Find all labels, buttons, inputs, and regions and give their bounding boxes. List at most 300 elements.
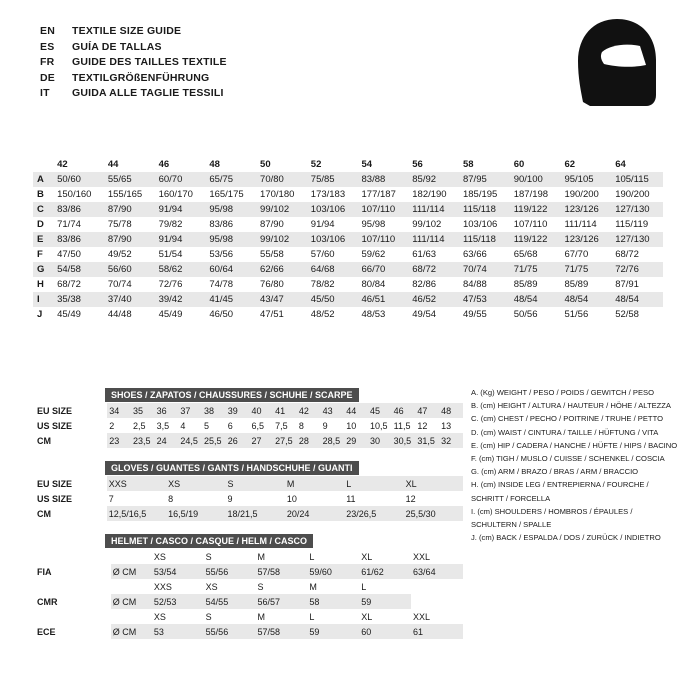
size-value-cell: 6,5 (251, 420, 264, 431)
measurement-cell: 72/76 (158, 279, 183, 290)
measurement-cell: 54/58 (54, 262, 105, 277)
corner-cell (33, 157, 54, 172)
size-value-cell: 12 (405, 493, 416, 504)
size-band-l: L (406, 144, 412, 155)
helmet-standard-label: CMR (33, 594, 111, 609)
measurement-cell: 71/75 (511, 262, 562, 277)
helmet-value-cell: 57/58 (256, 564, 308, 579)
helmet-size-header-cell: L (361, 581, 367, 592)
measurement-cell: 85/89 (564, 279, 589, 290)
measurements-table (33, 142, 667, 322)
measurement-cell: 111/114 (409, 202, 460, 217)
measurement-cell: 87/91 (615, 279, 639, 290)
size-value-cell: 12 (417, 420, 428, 431)
measurement-cell: 57/60 (310, 249, 335, 260)
helmet-value-cell: 52/53 (152, 594, 204, 609)
row-label: EU SIZE (33, 476, 107, 491)
language-code: FR (40, 56, 55, 68)
measurement-cell: 55/58 (260, 249, 284, 260)
helmet-size-header-cell: S (205, 611, 212, 622)
measurement-cell: 46/51 (359, 292, 410, 307)
measurement-cell: 43/47 (257, 292, 308, 307)
measurement-cell: 52/58 (615, 309, 639, 320)
measurement-cell: 185/195 (462, 189, 498, 200)
measurement-cell: 70/80 (257, 172, 308, 187)
table-row (33, 172, 667, 187)
helmet-icon (572, 16, 662, 111)
size-header-cell: 52 (310, 159, 322, 170)
row-label: H (37, 279, 44, 290)
measurement-cell: 85/92 (409, 172, 460, 187)
helmet-value-cell: 54/55 (204, 594, 256, 609)
size-header-cell: 44 (107, 159, 119, 170)
measurement-cell: 37/40 (105, 292, 156, 307)
language-code: ES (40, 40, 55, 53)
legend-line: I. (cm) SHOULDERS / HOMBROS / ÉPAULES / (471, 506, 633, 516)
language-row (40, 71, 227, 87)
size-value-cell: XS (166, 476, 225, 491)
size-value-cell: 25,5/30 (404, 506, 463, 521)
measurement-cell: 127/130 (612, 232, 663, 247)
helmet-size-header-row (33, 579, 463, 594)
table-row (33, 307, 667, 322)
measurement-cell: 160/170 (158, 189, 193, 200)
measurement-cell: 150/160 (57, 189, 92, 200)
size-value-cell: 27 (249, 433, 273, 448)
measurement-cell: 190/200 (564, 189, 599, 200)
size-value-cell: 48 (439, 403, 463, 418)
size-number-header (33, 157, 667, 172)
size-value-cell: 20/24 (285, 506, 344, 521)
row-label (33, 609, 111, 624)
language-row (40, 86, 227, 102)
language-row (40, 24, 227, 40)
measurement-cell: 177/187 (361, 189, 396, 200)
helmet-size-header-cell: XXL (413, 611, 431, 622)
measurement-cell: 61/63 (412, 249, 437, 260)
language-title: TEXTILGRÖßENFÜHRUNG (72, 71, 210, 84)
table-row (33, 418, 463, 433)
measurement-cell: 64/68 (308, 262, 359, 277)
helmet-size-header-cell: M (257, 611, 266, 622)
legend-line: H. (cm) INSIDE LEG / ENTREPIERNA / FOURCHE / (471, 480, 649, 490)
helmet-value-cell: 63/64 (411, 564, 463, 579)
measurement-cell: 107/110 (359, 232, 410, 247)
table-row (33, 217, 667, 232)
measurement-cell: 115/118 (460, 202, 511, 217)
measurement-cell: 53/56 (209, 249, 234, 260)
measurement-cell: 123/126 (561, 202, 612, 217)
size-value-cell: 40 (249, 403, 273, 418)
table-row (33, 594, 463, 609)
language-code: IT (40, 87, 50, 99)
helmet-size-header-cell: XS (153, 551, 166, 562)
measurement-cell: 56/60 (105, 262, 156, 277)
helmet-value-cell: 61/62 (359, 564, 411, 579)
size-value-cell: 7 (108, 493, 114, 504)
language-title: GUIDA ALLE TAGLIE TESSILI (72, 87, 224, 99)
measurement-cell: 50/60 (54, 172, 105, 187)
measurement-cell: 115/118 (460, 232, 511, 247)
size-value-cell: 23,5 (131, 433, 155, 448)
helmet-value-cell: 56/57 (256, 594, 308, 609)
measurement-cell: 91/94 (310, 219, 335, 230)
row-label: EU SIZE (33, 403, 107, 418)
size-value-cell: 9 (227, 493, 233, 504)
measurement-cell: 35/38 (54, 292, 105, 307)
measurement-cell: 58/62 (156, 262, 207, 277)
size-value-cell: 43 (321, 403, 345, 418)
legend-line: SCHRITT / FORCELLA (471, 493, 551, 503)
measurement-cell: 82/86 (412, 279, 437, 290)
size-value-cell: 28 (297, 433, 321, 448)
size-value-cell: 9 (322, 420, 328, 431)
helmet-size-header-cell: S (205, 551, 212, 562)
measurement-cell: 49/52 (107, 249, 132, 260)
measurement-cell: 99/102 (412, 219, 442, 230)
size-value-cell: 11 (346, 493, 356, 504)
row-label: J (37, 309, 43, 320)
size-value-cell: 2 (109, 420, 115, 431)
measurement-cell: 91/94 (156, 202, 207, 217)
helmet-size-header-cell: L (309, 611, 315, 622)
measurement-cell: 87/90 (105, 202, 156, 217)
row-label: I (33, 292, 54, 307)
measurement-cell: 51/54 (158, 249, 183, 260)
measurement-cell: 45/50 (308, 292, 359, 307)
band-spacer (663, 142, 667, 157)
measurement-cell: 119/122 (511, 202, 562, 217)
measurement-cell: 41/45 (206, 292, 257, 307)
measurement-cell: 45/49 (57, 309, 81, 320)
size-value-cell: 26 (226, 433, 250, 448)
size-value-cell: 8 (298, 420, 304, 431)
size-value-cell: 11,5 (393, 420, 411, 431)
language-title: GUIDE DES TAILLES TEXTILE (72, 56, 227, 68)
measurement-cell: 47/51 (260, 309, 284, 320)
measurement-cell: 60/70 (156, 172, 207, 187)
size-band-m: M (303, 144, 312, 155)
size-value-cell: 23 (107, 433, 131, 448)
product-tables (33, 385, 463, 639)
language-title: GUÍA DE TALLAS (72, 40, 162, 53)
helmet-value-cell: 58 (307, 594, 359, 609)
legend-line: C. (cm) CHEST / PECHO / POITRINE / TRUHE / PETTO (471, 414, 663, 424)
row-label: E (33, 232, 54, 247)
helmet-size-header-cell: M (257, 551, 266, 562)
measurement-cell: 70/74 (107, 279, 132, 290)
size-band-row (33, 142, 667, 157)
size-value-cell: 46 (392, 403, 416, 418)
helmet-value-cell: 53/54 (152, 564, 204, 579)
measurement-cell: 66/70 (359, 262, 410, 277)
measurement-cell: 95/105 (561, 172, 612, 187)
measurement-cell: 46/52 (409, 292, 460, 307)
measurement-cell: 48/54 (561, 292, 612, 307)
size-value-cell: 39 (226, 403, 250, 418)
measurement-cell: 39/42 (156, 292, 207, 307)
size-header-cell: 42 (57, 159, 68, 170)
measurement-cell: 50/56 (513, 309, 538, 320)
measurement-cell: 182/190 (412, 189, 447, 200)
helmet-value-cell: 55/56 (204, 624, 256, 639)
row-label (33, 549, 111, 564)
helmet-size-header-cell: XXS (153, 581, 172, 592)
size-value-cell: 5 (204, 420, 210, 431)
measurement-cell: 45/49 (158, 309, 183, 320)
measurement-cell: 63/66 (462, 249, 487, 260)
legend-line: G. (cm) ARM / BRAZO / BRAS / ARM / BRACCIO (471, 467, 639, 477)
measurement-cell: 46/50 (209, 309, 234, 320)
size-value-cell: 47 (415, 403, 439, 418)
size-value-cell: 13 (441, 420, 452, 431)
measurement-cell: 119/122 (511, 232, 562, 247)
helmet-size-header-row (33, 549, 463, 564)
measurement-cell: 72/76 (612, 262, 663, 277)
helmet-unit-cell: Ø CM (111, 594, 152, 609)
band-spacer (33, 142, 54, 157)
helmet-value-cell: 61 (411, 624, 463, 639)
language-titles (40, 24, 227, 102)
size-header-cell: 60 (513, 159, 525, 170)
size-header-cell: 64 (615, 159, 626, 170)
legend-line: D. (cm) WAIST / CINTURA / TAILLE / HÜFTUNG / VITA (471, 427, 659, 437)
legend-line: F. (cm) TIGH / MUSLO / CUISSE / SCHENKEL / COSCIA (471, 454, 665, 464)
row-label: A (33, 172, 54, 187)
size-value-cell: XXS (107, 476, 166, 491)
helmet-title: HELMET / CASCO / CASQUE / HELM / CASCO (105, 534, 313, 548)
table-row (33, 232, 667, 247)
unit-spacer (111, 609, 152, 624)
helmet-table (33, 549, 463, 639)
size-value-cell: 7,5 (275, 420, 288, 431)
size-value-cell: 28,5 (321, 433, 345, 448)
size-value-cell: 24 (155, 433, 179, 448)
band-spacer (105, 142, 156, 157)
size-value-cell: 30,5 (392, 433, 416, 448)
measurement-cell: 91/94 (156, 232, 207, 247)
size-value-cell: 31,5 (415, 433, 439, 448)
helmet-value-cell: 60 (359, 624, 411, 639)
lower-section (33, 385, 678, 639)
row-label: US SIZE (33, 418, 107, 433)
size-value-cell: 10 (286, 493, 297, 504)
helmet-value-cell: 53 (152, 624, 204, 639)
shoes-section-header (33, 385, 463, 403)
measurement-cell: 48/53 (361, 309, 386, 320)
gloves-table (33, 476, 463, 521)
size-value-cell: S (225, 476, 284, 491)
size-value-cell: L (344, 476, 403, 491)
measurement-cell: 68/72 (57, 279, 81, 290)
size-value-cell: 3,5 (156, 420, 170, 431)
size-value-cell: 44 (344, 403, 368, 418)
measurement-cell: 190/200 (615, 189, 650, 200)
measurement-cell: 68/72 (615, 249, 639, 260)
table-row (33, 433, 463, 448)
size-value-cell: 35 (131, 403, 155, 418)
measurement-cell: 111/114 (564, 219, 597, 230)
size-value-cell: 36 (155, 403, 179, 418)
measurement-cell: 47/53 (460, 292, 511, 307)
size-value-cell: 38 (202, 403, 226, 418)
helmet-standard-label: ECE (33, 624, 111, 639)
measurement-cell: 95/98 (206, 202, 257, 217)
table-row (33, 476, 463, 491)
helmet-size-header-cell: L (309, 551, 315, 562)
helmet-value-cell: 57/58 (256, 624, 308, 639)
size-header-cell: 56 (412, 159, 423, 170)
helmet-size-header-row (33, 609, 463, 624)
helmet-unit-cell: Ø CM (111, 624, 152, 639)
size-header-cell: 54 (361, 159, 373, 170)
measurement-cell: 83/86 (54, 232, 105, 247)
size-value-cell: 32 (439, 433, 463, 448)
language-code: DE (40, 71, 55, 84)
helmet-size-header-cell: XL (361, 611, 373, 622)
helmet-size-header-cell: M (309, 581, 317, 592)
size-header-cell: 50 (260, 159, 271, 170)
helmet-value-cell: 59/60 (307, 564, 359, 579)
measurement-cell: 79/82 (158, 219, 183, 230)
size-value-cell: 6 (227, 420, 233, 431)
size-value-cell: 29 (344, 433, 368, 448)
helmet-size-header-cell: S (257, 581, 264, 592)
band-spacer (54, 142, 105, 157)
measurement-cell: 123/126 (561, 232, 612, 247)
measurement-cell: 65/75 (206, 172, 257, 187)
legend-line: J. (cm) BACK / ESPALDA / DOS / ZURÜCK / INDIETRO (471, 533, 661, 543)
measurement-cell: 59/62 (361, 249, 386, 260)
size-value-cell: 10 (346, 420, 357, 431)
measurement-cell: 165/175 (209, 189, 244, 200)
helmet-value-cell: 55/56 (204, 564, 256, 579)
size-value-cell: 2,5 (132, 420, 146, 431)
measurement-cell: 85/89 (513, 279, 538, 290)
measurement-cell: 78/82 (310, 279, 335, 290)
legend-line: B. (cm) HEIGHT / ALTURA / HAUTEUR / HÖHE / ALTEZZA (471, 401, 671, 411)
size-value-cell: 34 (107, 403, 131, 418)
measurement-cell: 67/70 (564, 249, 589, 260)
size-value-cell: 8 (168, 493, 174, 504)
size-band-s: S (203, 144, 210, 155)
size-value-cell: 16,5/19 (166, 506, 225, 521)
size-value-cell: 24,5 (178, 433, 202, 448)
measurement-cell: 99/102 (257, 232, 308, 247)
table-row (33, 262, 667, 277)
size-value-cell: 23/26,5 (344, 506, 403, 521)
table-row (33, 277, 667, 292)
measurement-cell: 83/86 (209, 219, 234, 230)
measurement-cell: 48/52 (310, 309, 335, 320)
table-row (33, 491, 463, 506)
row-label: US SIZE (33, 491, 107, 506)
measurement-cell: 170/180 (260, 189, 295, 200)
helmet-size-header-cell: XXL (413, 551, 431, 562)
helmet-value-cell: 59 (307, 624, 359, 639)
language-code: EN (40, 25, 55, 37)
measurement-cell: 90/100 (511, 172, 562, 187)
row-label: F (37, 249, 43, 260)
row-label: C (33, 202, 54, 217)
legend-line: A. (Kg) WEIGHT / PESO / POIDS / GEWITCH / PESO (471, 388, 654, 397)
measurement-cell: 55/65 (105, 172, 156, 187)
measurement-cell: 111/114 (409, 232, 460, 247)
measurement-cell: 127/130 (612, 202, 663, 217)
size-value-cell: M (285, 476, 344, 491)
measurement-cell: 80/84 (361, 279, 386, 290)
table-row (33, 187, 667, 202)
table-row (33, 506, 463, 521)
legend-line: E. (cm) HIP / CADERA / HANCHE / HÜFTE / HIPS / BACINO (471, 440, 678, 450)
unit-spacer (111, 549, 152, 564)
measurement-cell: 105/115 (612, 172, 663, 187)
measurement-cell: 99/102 (257, 202, 308, 217)
measurement-cell: 62/66 (257, 262, 308, 277)
measurement-cell: 70/74 (460, 262, 511, 277)
measurement-cell: 87/90 (105, 232, 156, 247)
helmet-size-header-cell: XS (205, 581, 218, 592)
helmet-value-cell: 59 (359, 594, 411, 609)
size-header-cell: 46 (158, 159, 170, 170)
measurement-cell: 115/119 (615, 219, 649, 230)
measurement-cell: 87/90 (260, 219, 284, 230)
measurement-cell: 83/86 (54, 202, 105, 217)
size-header-cell: 48 (209, 159, 220, 170)
size-value-cell: XL (404, 476, 463, 491)
gloves-section-header (33, 458, 463, 476)
table-row (33, 292, 667, 307)
measurement-cell: 75/78 (107, 219, 132, 230)
measurement-cell: 155/165 (107, 189, 143, 200)
measurement-cell: 107/110 (513, 219, 548, 230)
table-row (33, 247, 667, 262)
size-band-xl: XL (504, 144, 517, 155)
measurement-cell: 51/56 (564, 309, 589, 320)
measurement-cell: 75/85 (308, 172, 359, 187)
measurement-cell: 60/64 (206, 262, 257, 277)
size-value-cell: 45 (368, 403, 392, 418)
size-header-cell: 62 (564, 159, 576, 170)
measurement-cell: 49/54 (412, 309, 437, 320)
row-label: G (33, 262, 54, 277)
language-row (40, 40, 227, 56)
measurement-cell: 44/48 (107, 309, 132, 320)
measurement-cell: 65/68 (513, 249, 538, 260)
size-header-cell: 58 (462, 159, 474, 170)
size-value-cell: 42 (297, 403, 321, 418)
measurement-cell: 83/88 (359, 172, 410, 187)
measurement-cell: 84/88 (462, 279, 487, 290)
row-label: CM (33, 506, 107, 521)
size-value-cell: 4 (180, 420, 186, 431)
measurement-cell: 103/106 (462, 219, 498, 230)
size-value-cell: 37 (178, 403, 202, 418)
gloves-title: GLOVES / GUANTES / GANTS / HANDSCHUHE / GUANTI (105, 461, 359, 475)
row-label (33, 579, 111, 594)
row-label: D (37, 219, 44, 230)
measurement-cell: 87/95 (460, 172, 511, 187)
measurement-cell: 48/54 (511, 292, 562, 307)
table-row (33, 564, 463, 579)
measurement-cell: 71/75 (561, 262, 612, 277)
measurement-cell: 71/74 (57, 219, 81, 230)
table-row (33, 624, 463, 639)
measurement-cell: 173/183 (310, 189, 346, 200)
measurement-cell: 68/72 (409, 262, 460, 277)
size-value-cell: 10,5 (369, 420, 388, 431)
helmet-standard-label: FIA (33, 564, 111, 579)
